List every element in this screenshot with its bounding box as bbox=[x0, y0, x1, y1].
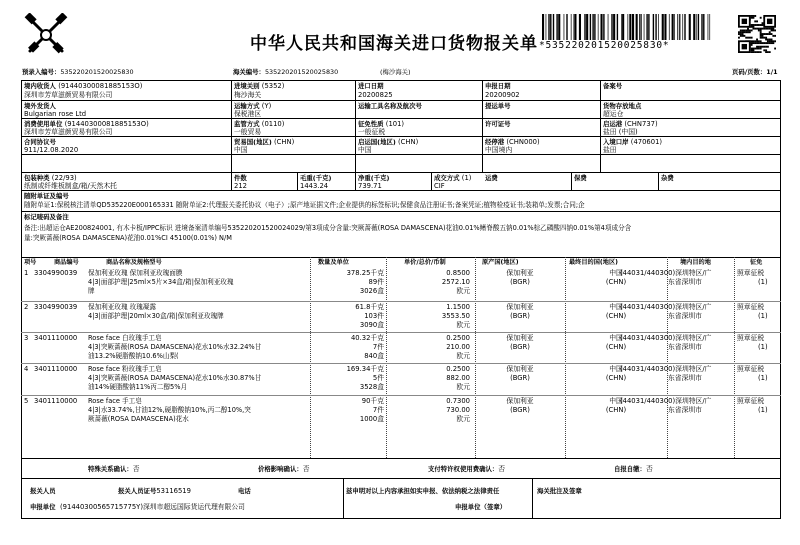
goods-item-dest: 中国 bbox=[609, 334, 623, 342]
goods-item-name-line: 牌 bbox=[88, 287, 95, 295]
declarer-label: 报关人员 bbox=[30, 487, 56, 495]
goods-item-price: 0.2500 bbox=[446, 365, 470, 373]
barcode-text: *535220201520025830* bbox=[539, 40, 670, 51]
consignor-label: 境外发货人 bbox=[24, 102, 56, 110]
customs-name: (梅沙海关) bbox=[380, 68, 411, 76]
goods-item-code: 3304990039 bbox=[34, 269, 78, 277]
terms: CIF bbox=[434, 182, 445, 190]
goods-item-name-line: Rose face 粉玫瑰手工皂 bbox=[88, 365, 162, 373]
goods-item-qty: 89件 bbox=[368, 278, 384, 286]
special-relation: 特殊关系确认：否 bbox=[88, 465, 140, 473]
goods-item-dest: (CHN) bbox=[605, 374, 627, 382]
goods-item-domestic: (44031/440300)深圳特区/广 bbox=[620, 269, 712, 277]
goods-item-qty: 3090盒 bbox=[359, 321, 384, 329]
goods-item-no: 1 bbox=[24, 269, 29, 277]
goods-item-name-line: Rose face 白玫瑰手工皂 bbox=[88, 334, 162, 342]
goods-item-qty: 40.32千克 bbox=[350, 334, 384, 342]
license-label: 许可证号 bbox=[485, 120, 511, 128]
pieces-label: 件数 bbox=[234, 174, 247, 182]
goods-item-qty: 378.25千克 bbox=[346, 269, 384, 277]
entry-port: 梅沙海关 bbox=[234, 91, 262, 99]
docs-text: 随附单证1:保税核注清单QD535220E000165331 随附单证2:代理报关委托协议（电子）;原产地证据文件;企业提供的标签标识;保健食品注册证书;备案凭证;植物检疫证书;装箱单;发票;合同;企 bbox=[24, 201, 585, 209]
goods-item-origin: (BGR) bbox=[510, 406, 530, 414]
goods-item-domestic: (44031/440300)深圳特区/广 bbox=[620, 303, 712, 311]
goods-item-origin: 保加利亚 bbox=[506, 365, 534, 373]
goods-item-code: 3401110000 bbox=[34, 334, 78, 342]
applicant: 申报单位 (91440300565715775Y)深圳市超远国际货运代理有限公司 bbox=[30, 503, 245, 511]
document-title: 中华人民共和国海关进口货物报关单 bbox=[250, 34, 538, 54]
goods-item-code: 3401110000 bbox=[34, 397, 78, 405]
remarks-line-2: 量:突厥蔷薇(ROSA DAMASCENA)花油0.01%CI 45100(0.01%) N/M bbox=[24, 234, 232, 242]
goods-item-price: 3553.50 bbox=[441, 312, 470, 320]
goods-item-dest: 中国 bbox=[609, 303, 623, 311]
bl-label: 提运单号 bbox=[485, 102, 511, 110]
goods-item-price: 欧元 bbox=[456, 415, 470, 423]
goods-item-domestic: (44031/440300)深圳特区/广 bbox=[620, 397, 712, 405]
goods-item-origin: 保加利亚 bbox=[506, 269, 534, 277]
via-port-label: 经停港 (CHN000) bbox=[485, 138, 540, 146]
depart-port-label: 启运港 (CHN737) bbox=[603, 120, 658, 128]
consignee-label: 境内收货人 (91440300081885153O) bbox=[24, 82, 143, 90]
declare-date-label: 申报日期 bbox=[485, 82, 511, 90]
goods-item-price: 0.2500 bbox=[446, 334, 470, 342]
consignor: Bulgarian rose Ltd bbox=[24, 110, 87, 118]
goods-item-origin: (BGR) bbox=[510, 374, 530, 382]
qr-code bbox=[738, 15, 776, 53]
entry-port-label: 进境关别 (5352) bbox=[234, 82, 285, 90]
goods-item-dest: 中国 bbox=[609, 365, 623, 373]
origin-country: 中国 bbox=[358, 146, 372, 154]
pre-entry-number: 预录入编号：535220201520025830 bbox=[22, 68, 134, 76]
docs-label: 随附单证及编号 bbox=[24, 192, 69, 200]
goods-item-qty: 840盒 bbox=[364, 352, 384, 360]
import-date: 20200825 bbox=[358, 91, 393, 99]
royalty-confirm: 支付特许权使用费确认：否 bbox=[428, 465, 506, 473]
phone-label: 电话 bbox=[238, 487, 251, 495]
goods-item-duty: 照章征税 bbox=[737, 334, 765, 342]
goods-item-dest: 中国 bbox=[609, 397, 623, 405]
goods-item-duty: 照章征税 bbox=[737, 365, 765, 373]
goods-header-code: 商品编号 bbox=[54, 259, 79, 266]
goods-item-domestic: 东省深圳市 bbox=[668, 374, 702, 382]
declare-date: 20200902 bbox=[485, 91, 520, 99]
goods-item-dest: (CHN) bbox=[605, 278, 627, 286]
goods-item-price: 730.00 bbox=[446, 406, 470, 414]
goods-item-price: 欧元 bbox=[456, 321, 470, 329]
goods-item-name-line: 保加利亚玫瑰 玫瑰凝露 bbox=[88, 303, 157, 311]
price-influence: 价格影响确认：否 bbox=[258, 465, 310, 473]
goods-item-name-line: 4|3|面部护理|20ml×30盒/箱|保加利亚玫瑰牌 bbox=[88, 312, 224, 320]
pack: 纸制或纤维板制盒/箱/天然木托 bbox=[24, 182, 117, 190]
goods-item-name-line: 4|3|水33.74%,甘油12%,硬脂酸钠10%,丙二醇10%,突 bbox=[88, 406, 251, 414]
user-name: 深圳市芳草滋颜贸易有限公司 bbox=[24, 128, 113, 136]
goods-item-code: 3401110000 bbox=[34, 365, 78, 373]
user-label: 消费使用单位 (91440300081885153O) bbox=[24, 120, 149, 128]
goods-item-origin: (BGR) bbox=[510, 278, 530, 286]
remarks-label: 标记唛码及备注 bbox=[24, 213, 69, 221]
pieces: 212 bbox=[234, 182, 247, 190]
consignee-name: 深圳市芳草滋颜贸易有限公司 bbox=[24, 91, 113, 99]
transport-label: 运输方式 (Y) bbox=[234, 102, 272, 110]
goods-item-origin: 保加利亚 bbox=[506, 334, 534, 342]
goods-item-duty: (1) bbox=[758, 374, 768, 382]
goods-item-domestic: (44031/440300)深圳特区/广 bbox=[620, 365, 712, 373]
entry-point-label: 入境口岸 (470601) bbox=[603, 138, 663, 146]
goods-header-qty: 数量及单位 bbox=[318, 259, 349, 266]
goods-item-dest: (CHN) bbox=[605, 406, 627, 414]
goods-item-qty: 5件 bbox=[372, 374, 384, 382]
goods-item-dest: 中国 bbox=[609, 269, 623, 277]
goods-item-qty: 3528盒 bbox=[359, 383, 384, 391]
record-label: 备案号 bbox=[603, 82, 623, 90]
goods-item-dest: (CHN) bbox=[605, 343, 627, 351]
storage: 超运仓 bbox=[603, 110, 624, 118]
goods-item-no: 4 bbox=[24, 365, 29, 373]
goods-item-name-line: 4|3|突厥蔷薇(ROSA DAMASCENA)花水10%水32.24%甘 bbox=[88, 343, 262, 351]
misc-label: 杂费 bbox=[661, 174, 674, 182]
supervision: 一般贸易 bbox=[234, 128, 262, 136]
goods-item-qty: 169.34千克 bbox=[346, 365, 384, 373]
goods-item-qty: 61.8千克 bbox=[355, 303, 384, 311]
goods-item-no: 3 bbox=[24, 334, 29, 342]
goods-header-domestic: 境内目的地 bbox=[680, 259, 711, 266]
remarks-line-1: 备注:出超运仓AE200824001, 有木卡板/IPPC标识 进境备案清单编号535220201520024029/第3项成分含量:突厥蔷薇(ROSA DAMASCENA)花油0.01%鳍脊酸五钠0.01%棕乙磷酸四钠0.01%第4项成分含 bbox=[24, 224, 632, 232]
tax-label: 征免性质 (101) bbox=[358, 120, 405, 128]
customs-note-label: 海关批注及签章 bbox=[537, 487, 582, 495]
goods-item-qty: 1000盒 bbox=[359, 415, 384, 423]
goods-item-duty: (1) bbox=[758, 343, 768, 351]
gross-weight: 1443.24 bbox=[300, 182, 329, 190]
goods-item-price: 欧元 bbox=[456, 352, 470, 360]
goods-header-dest: 最终目的国(地区) bbox=[569, 259, 618, 266]
goods-item-price: 210.00 bbox=[446, 343, 470, 351]
goods-item-qty: 90千克 bbox=[361, 397, 384, 405]
goods-item-origin: 保加利亚 bbox=[506, 397, 534, 405]
goods-item-price: 欧元 bbox=[456, 383, 470, 391]
self-pay: 自报自缴：否 bbox=[614, 465, 653, 473]
goods-item-duty: (1) bbox=[758, 406, 768, 414]
goods-item-code: 3304990039 bbox=[34, 303, 78, 311]
customs-logo bbox=[24, 13, 68, 57]
goods-item-duty: 照章征税 bbox=[737, 397, 765, 405]
insurance-label: 保费 bbox=[574, 174, 587, 182]
goods-item-qty: 7件 bbox=[372, 343, 384, 351]
goods-item-no: 2 bbox=[24, 303, 29, 311]
goods-item-origin: (BGR) bbox=[510, 343, 530, 351]
import-date-label: 进口日期 bbox=[358, 82, 384, 90]
tax: 一般征税 bbox=[358, 128, 386, 136]
goods-item-price: 2572.10 bbox=[441, 278, 470, 286]
trade-country-label: 贸易国(地区) (CHN) bbox=[234, 138, 295, 146]
goods-item-qty: 3026盒 bbox=[359, 287, 384, 295]
goods-item-duty: (1) bbox=[758, 278, 768, 286]
storage-label: 货物存放地点 bbox=[603, 102, 642, 110]
goods-header-origin: 原产国(地区) bbox=[482, 259, 519, 266]
customs-number: 海关编号：535220201520025830 bbox=[233, 68, 339, 76]
goods-item-domestic: 东省深圳市 bbox=[668, 278, 702, 286]
goods-item-name-line: 4|3|突厥蔷薇(ROSA DAMASCENA)花水10%水30.87%甘 bbox=[88, 374, 262, 382]
goods-item-no: 5 bbox=[24, 397, 29, 405]
goods-header-name: 商品名称及规格型号 bbox=[106, 259, 162, 266]
goods-item-name-line: 4|3|面部护理|25ml×5片×34盒/箱|保加利亚玫瑰 bbox=[88, 278, 234, 286]
goods-header-no: 项号 bbox=[24, 259, 37, 266]
page-indicator: 页码/页数：1/1 bbox=[732, 68, 778, 76]
goods-item-price: 882.00 bbox=[446, 374, 470, 382]
goods-item-name-line: 油13.2%硬脂酸钠10.6%山梨( bbox=[88, 352, 179, 360]
vessel-label: 运输工具名称及航次号 bbox=[358, 102, 422, 110]
goods-item-domestic: 东省深圳市 bbox=[668, 406, 702, 414]
trade-country: 中国 bbox=[234, 146, 248, 154]
supervision-label: 监管方式 (0110) bbox=[234, 120, 285, 128]
goods-item-qty: 7件 bbox=[372, 406, 384, 414]
statement: 兹申明对以上内容承担如实申报、依法纳税之法律责任 bbox=[346, 487, 500, 495]
goods-item-dest: (CHN) bbox=[605, 312, 627, 320]
goods-item-domestic: 东省深圳市 bbox=[668, 343, 702, 351]
goods-item-name-line: Rose face 手工皂 bbox=[88, 397, 142, 405]
contract: 911/12.08.2020 bbox=[24, 146, 79, 154]
applicant-sign: 申报单位（签章） bbox=[455, 503, 507, 511]
goods-item-name-line: 厥蔷薇(ROSA DAMASCENA)花水 bbox=[88, 415, 189, 423]
goods-item-price: 1.1500 bbox=[446, 303, 470, 311]
goods-item-qty: 103件 bbox=[364, 312, 384, 320]
goods-item-origin: (BGR) bbox=[510, 312, 530, 320]
goods-header-price: 单价/总价/币制 bbox=[404, 259, 446, 266]
contract-label: 合同协议号 bbox=[24, 138, 56, 146]
goods-item-domestic: (44031/440300)深圳特区/广 bbox=[620, 334, 712, 342]
transport: 保税港区 bbox=[234, 110, 262, 118]
gross-weight-label: 毛重(千克) bbox=[300, 174, 332, 182]
goods-item-origin: 保加利亚 bbox=[506, 303, 534, 311]
goods-item-name-line: 油14%硬脂酸钠11%丙二醇5%月 bbox=[88, 383, 188, 391]
entry-point: 盐田 bbox=[603, 146, 617, 154]
goods-item-price: 0.7300 bbox=[446, 397, 470, 405]
goods-item-duty: (1) bbox=[758, 312, 768, 320]
goods-item-price: 欧元 bbox=[456, 287, 470, 295]
barcode bbox=[540, 14, 730, 40]
declarer-cert: 报关人员证号53116519 bbox=[118, 487, 191, 495]
goods-item-duty: 照章征税 bbox=[737, 303, 765, 311]
net-weight: 739.71 bbox=[358, 182, 382, 190]
freight-label: 运费 bbox=[485, 174, 498, 182]
goods-item-price: 0.8500 bbox=[446, 269, 470, 277]
pack-label: 包装种类 (22/93) bbox=[24, 174, 77, 182]
origin-country-label: 启运国(地区) (CHN) bbox=[358, 138, 419, 146]
goods-header-duty: 征免 bbox=[750, 259, 763, 266]
net-weight-label: 净重(千克) bbox=[358, 174, 390, 182]
depart-port: 盐田 (中国) bbox=[603, 128, 638, 136]
goods-item-domestic: 东省深圳市 bbox=[668, 312, 702, 320]
goods-item-name-line: 保加利亚玫瑰 保加利亚玫瑰面膜 bbox=[88, 269, 183, 277]
via-port: 中国境内 bbox=[485, 146, 513, 154]
goods-item-duty: 照章征税 bbox=[737, 269, 765, 277]
terms-label: 成交方式 (1) bbox=[434, 174, 472, 182]
